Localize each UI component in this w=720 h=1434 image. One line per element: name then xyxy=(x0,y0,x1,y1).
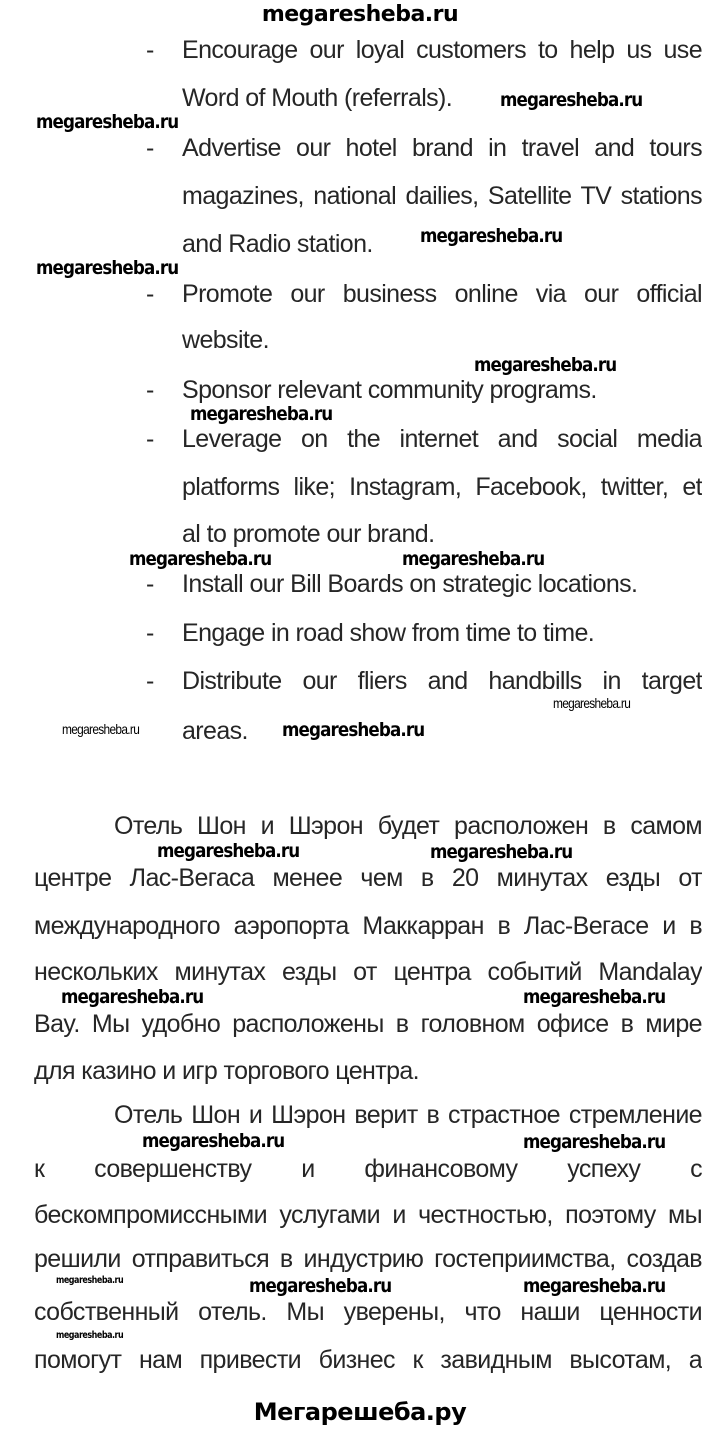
bullet-line: al to promote our brand. xyxy=(182,520,435,548)
bullet-dash: - xyxy=(146,36,155,64)
bullet-line: website. xyxy=(182,326,269,354)
watermark: megaresheba.ru xyxy=(282,719,425,741)
bullet-line: magazines, national dailies, Satellite TV stations xyxy=(182,182,702,210)
watermark: megaresheba.ru xyxy=(142,1130,285,1152)
bullet-dash: - xyxy=(146,667,155,695)
paragraph-line: центре Лас-Вегаса менее чем в 20 минутах езды от xyxy=(34,864,702,892)
watermark: megaresheba.ru xyxy=(402,548,545,570)
bullet-line: Sponsor relevant community programs. xyxy=(182,376,597,404)
paragraph-line: помогут нам привести бизнес к завидным высотам, а xyxy=(34,1346,702,1374)
bullet-dash: - xyxy=(146,280,155,308)
paragraph-line: собственный отель. Мы уверены, что наши ценности xyxy=(34,1298,702,1326)
watermark: megaresheba.ru xyxy=(474,354,617,376)
watermark: megaresheba.ru xyxy=(61,986,204,1008)
paragraph-line: для казино и игр торгового центра. xyxy=(34,1057,420,1085)
watermark: megaresheba.ru xyxy=(36,257,179,279)
watermark: megaresheba.ru xyxy=(249,1275,392,1297)
bullet-line: Encourage our loyal customers to help us use xyxy=(182,36,702,64)
paragraph-line: Bay. Мы удобно расположены в головном офисе в мире xyxy=(34,1010,702,1038)
bullet-line: Advertise our hotel brand in travel and tours xyxy=(182,134,702,162)
bullet-dash: - xyxy=(146,134,155,162)
footer-brand: Мегарешеба.ру xyxy=(253,1398,467,1426)
watermark: megaresheba.ru xyxy=(523,1275,666,1297)
bullet-line: Leverage on the internet and social media xyxy=(182,425,702,453)
paragraph-line: бескомпромиссными услугами и честностью, поэтому мы xyxy=(34,1201,702,1229)
watermark: megaresheba.ru xyxy=(430,841,573,863)
watermark: megaresheba.ru xyxy=(523,986,666,1008)
bullet-dash: - xyxy=(146,570,155,598)
watermark: megaresheba.ru xyxy=(500,89,643,111)
watermark: megaresheba.ru xyxy=(56,1275,124,1286)
watermark: megaresheba.ru xyxy=(129,548,272,570)
watermark: megaresheba.ru xyxy=(553,695,631,711)
watermark: megaresheba.ru xyxy=(190,403,333,425)
paragraph-line: Отель Шон и Шэрон верит в страстное стремление xyxy=(114,1101,702,1129)
watermark: megaresheba.ru xyxy=(56,1330,124,1341)
bullet-line: Engage in road show from time to time. xyxy=(182,619,595,647)
paragraph-line: международного аэропорта Маккарран в Лас-Вегасе и в xyxy=(34,912,702,940)
watermark: megaresheba.ru xyxy=(523,1131,666,1153)
bullet-dash: - xyxy=(146,376,155,404)
header-watermark: megaresheba.ru xyxy=(261,2,459,27)
bullet-line: and Radio station. xyxy=(182,230,373,258)
watermark: megaresheba.ru xyxy=(62,721,140,737)
paragraph-line: решили отправиться в индустрию гостеприимства, создав xyxy=(34,1245,702,1273)
watermark: megaresheba.ru xyxy=(157,840,300,862)
paragraph-line: нескольких минутах езды от центра событий Mandalay xyxy=(34,958,702,986)
bullet-dash: - xyxy=(146,425,155,453)
paragraph-line: к совершенству и финансовому успеху с xyxy=(34,1155,702,1183)
bullet-dash: - xyxy=(146,619,155,647)
watermark: megaresheba.ru xyxy=(36,111,179,133)
bullet-line: Distribute our fliers and handbills in target xyxy=(182,667,702,695)
bullet-line: platforms like; Instagram, Facebook, twitter, et xyxy=(182,473,702,501)
bullet-line: Word of Mouth (referrals). xyxy=(182,84,453,112)
bullet-line: areas. xyxy=(182,717,248,745)
bullet-line: Install our Bill Boards on strategic locations. xyxy=(182,570,638,598)
watermark: megaresheba.ru xyxy=(420,225,563,247)
paragraph-line: Отель Шон и Шэрон будет расположен в самом xyxy=(114,812,702,840)
bullet-line: Promote our business online via our official xyxy=(182,280,702,308)
